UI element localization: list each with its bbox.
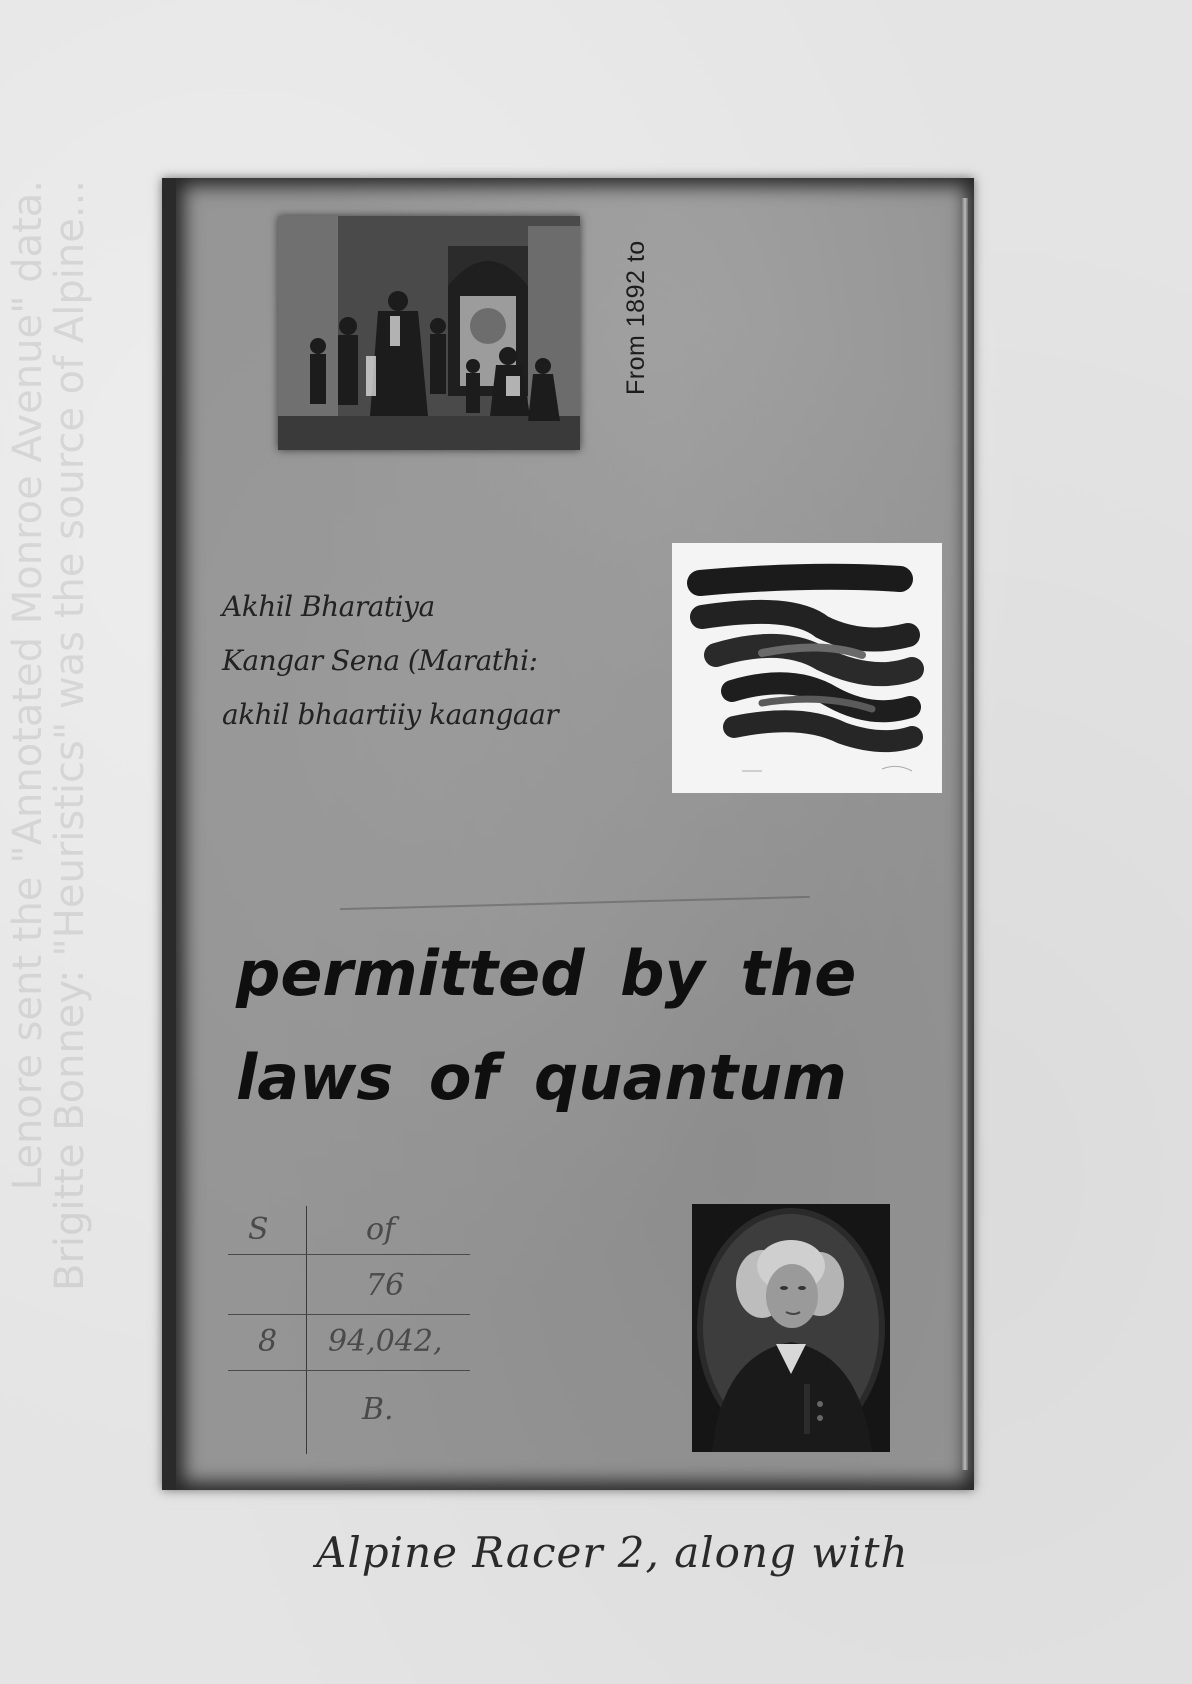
- headline: [236, 922, 936, 1130]
- abstract-print: [672, 543, 942, 793]
- ghost-text-line-2: Brigitte Bonney: "Heuristics" was the source of Alpine...: [47, 180, 93, 1291]
- ledger-cell: 94,042,: [328, 1324, 443, 1359]
- vertical-caption: From 1892 to: [622, 240, 650, 395]
- script-line-3: akhil bhaartiiy kaangaar: [222, 698, 559, 731]
- ghost-text-line-1: Lenore sent the "Annotated Monroe Avenue" data.: [5, 180, 51, 1191]
- ledger-table: [228, 1206, 478, 1454]
- script-text-block: [222, 580, 559, 742]
- portrait-photo: [692, 1204, 890, 1452]
- ledger-rule: [228, 1314, 470, 1315]
- ledger-rule: [228, 1370, 470, 1371]
- headline-line-1: permitted by the: [236, 937, 857, 1010]
- ledger-cell: 76: [366, 1268, 405, 1303]
- headline-line-2: laws of quantum: [236, 1041, 847, 1114]
- script-line-1: Akhil Bharatiya: [222, 590, 435, 623]
- ledger-cell: of: [366, 1212, 396, 1247]
- footer-script-text: Alpine Racer 2, along with: [316, 1528, 909, 1577]
- page-edge: [962, 198, 968, 1470]
- background-ghost-text: [5, 180, 93, 1400]
- ledger-cell: B.: [362, 1392, 394, 1427]
- ledger-divider: [306, 1206, 307, 1454]
- ledger-rule: [228, 1254, 470, 1255]
- ledger-cell: 8: [258, 1324, 278, 1359]
- children-scene-photo: [278, 216, 580, 450]
- script-line-2: Kangar Sena (Marathi:: [222, 644, 538, 677]
- ledger-cell: S: [248, 1212, 269, 1247]
